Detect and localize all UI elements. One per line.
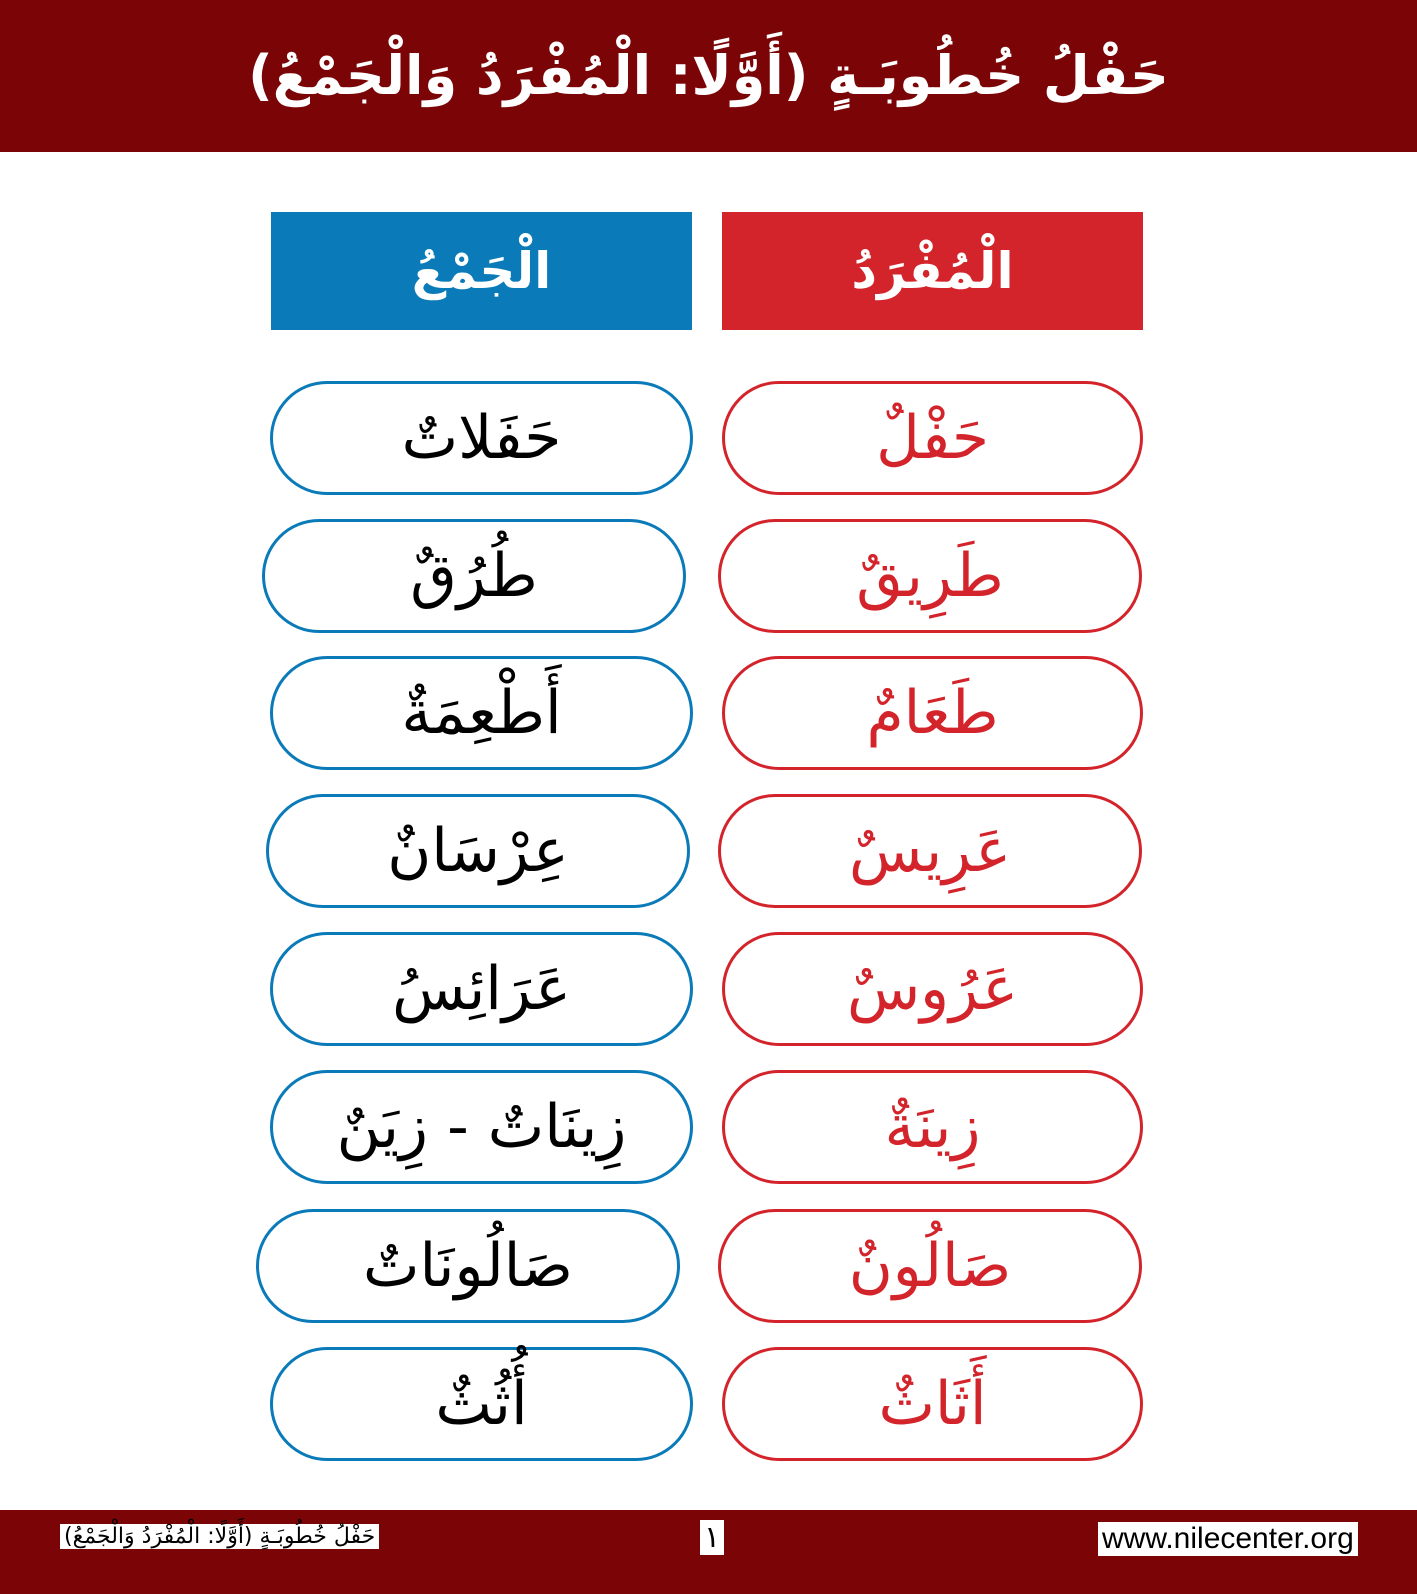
plural-word-card: طُرُقٌ [262, 519, 686, 633]
page-number: ١ [700, 1520, 724, 1555]
page-title: حَفْلُ خُطُوبَـةٍ (أَوَّلًا: الْمُفْرَدُ وَالْجَمْعُ) [248, 44, 1169, 107]
singular-word-card: أَثَاثٌ [722, 1347, 1143, 1461]
singular-word-card: زِينَةٌ [722, 1070, 1143, 1184]
singular-word-card: عَرِيسٌ [718, 794, 1142, 908]
singular-word-card: طَرِيقٌ [718, 519, 1142, 633]
plural-column-header: الْجَمْعُ [271, 212, 692, 330]
singular-word-card: طَعَامٌ [722, 656, 1143, 770]
plural-word-card: أَطْعِمَةٌ [270, 656, 693, 770]
footer-url: www.nilecenter.org [1098, 1522, 1358, 1556]
footer-title: حَفْلُ خُطُوبَـةٍ (أَوَّلًا: الْمُفْرَدُ وَالْجَمْعُ) [60, 1524, 379, 1549]
plural-word-card: أُثُثٌ [270, 1347, 693, 1461]
singular-column-header: الْمُفْرَدُ [722, 212, 1143, 330]
singular-word-card: حَفْلٌ [722, 381, 1143, 495]
plural-word-card: حَفَلاتٌ [270, 381, 693, 495]
plural-word-card: عَرَائِسُ [270, 932, 693, 1046]
footer-bar [0, 1510, 1417, 1594]
title-banner [0, 0, 1417, 152]
plural-word-card: صَالُونَاتٌ [256, 1209, 680, 1323]
plural-word-card: زِينَاتٌ - زِيَنٌ [270, 1070, 693, 1184]
plural-word-card: عِرْسَانٌ [266, 794, 690, 908]
singular-word-card: صَالُونٌ [718, 1209, 1142, 1323]
singular-word-card: عَرُوسٌ [722, 932, 1143, 1046]
